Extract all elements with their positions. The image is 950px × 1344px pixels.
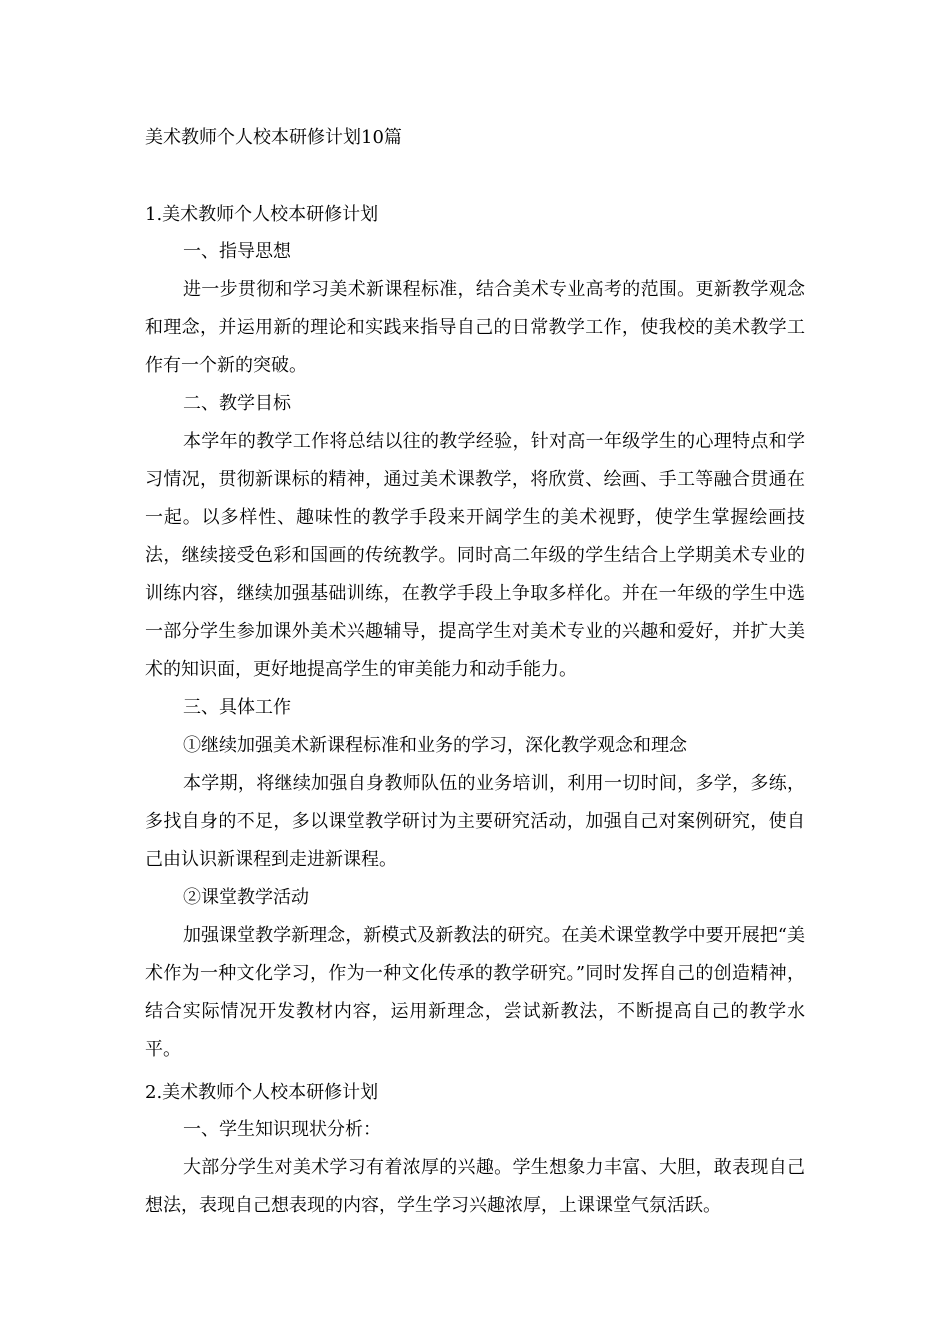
list-item-1: ①继续加强美术新课程标准和业务的学习，深化教学观念和理念 (183, 735, 687, 756)
subheading-teaching-goals: 二、教学目标 (183, 393, 291, 414)
paragraph: 本学期，将继续加强自身教师队伍的业务培训，利用一切时间，多学，多练，多找自身的不足，多以课堂教学研讨为主要研究活动，加强自己对案例研究，使自己由认识新课程到走进新课程。 (145, 773, 805, 870)
paragraph: 进一步贯彻和学习美术新课程标准，结合美术专业高考的范围。更新教学观念和理念，并运用新的理论和实践来指导自己的日常教学工作，使我校的美术教学工作有一个新的突破。 (145, 279, 805, 376)
section-1 (145, 197, 805, 1069)
section-2 (145, 1075, 805, 1225)
section-heading: 2.美术教师个人校本研修计划 (145, 1082, 379, 1103)
subheading-specific-work: 三、具体工作 (183, 697, 291, 718)
document-title: 美术教师个人校本研修计划10篇 (145, 127, 402, 148)
subheading-student-analysis: 一、学生知识现状分析： (183, 1119, 381, 1140)
subheading-guiding-ideology: 一、指导思想 (183, 241, 291, 262)
paragraph: 加强课堂教学新理念，新模式及新教法的研究。在美术课堂教学中要开展把“美术作为一种文化学习，作为一种文化传承的教学研究。”同时发挥自己的创造精神，结合实际情况开发教材内容，运用新理念，尝试新教法，不断提高自己的教学水平。 (145, 925, 805, 1060)
section-heading: 1.美术教师个人校本研修计划 (145, 204, 379, 225)
list-item-2: ②课堂教学活动 (183, 887, 309, 908)
paragraph: 大部分学生对美术学习有着浓厚的兴趣。学生想象力丰富、大胆，敢表现自己想法，表现自己想表现的内容，学生学习兴趣浓厚，上课课堂气氛活跃。 (145, 1157, 805, 1216)
paragraph: 本学年的教学工作将总结以往的教学经验，针对高一年级学生的心理特点和学习情况，贯彻新课标的精神，通过美术课教学，将欣赏、绘画、手工等融合贯通在一起。以多样性、趣味性的教学手段来开阔学生的美术视野，使学生掌握绘画技法，继续接受色彩和国画的传统教学。同时高二年级的学生结合上学期美术专业的训练内容，继续加强基础训练，在教学手段上争取多样化。并在一年级的学生中选一部分学生参加课外美术兴趣辅导，提高学生对美术专业的兴趣和爱好，并扩大美术的知识面，更好地提高学生的审美能力和动手能力。 (145, 431, 805, 680)
